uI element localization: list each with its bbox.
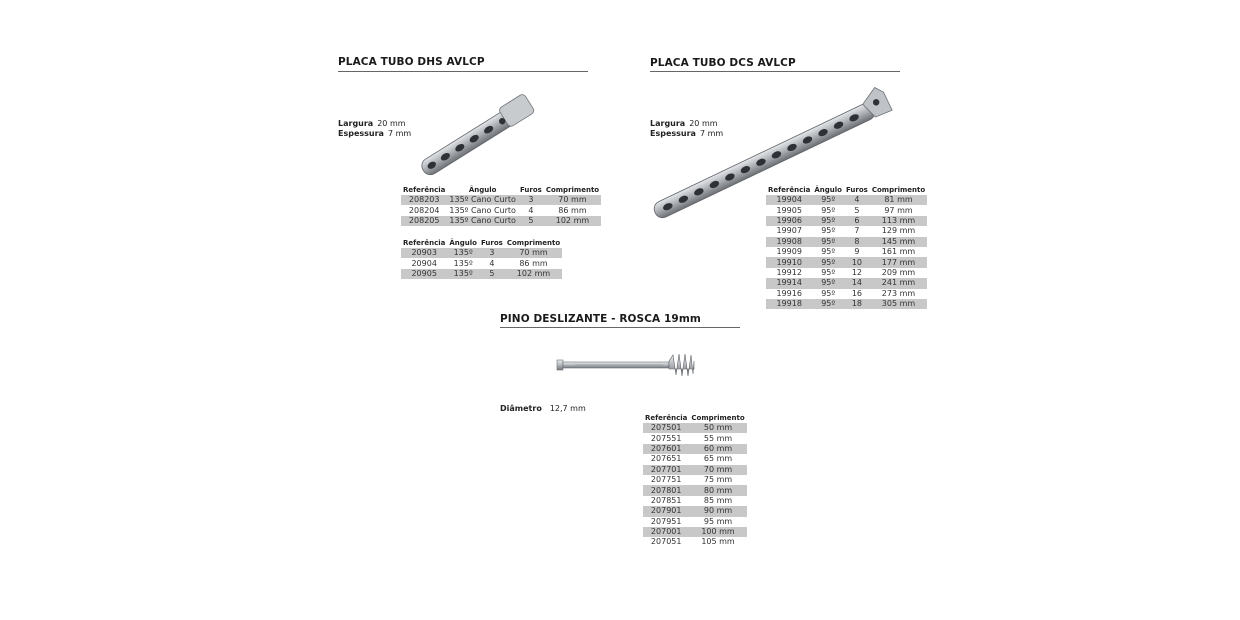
- cell: 105 mm: [701, 537, 735, 547]
- cell: 273 mm: [881, 288, 916, 298]
- table-row: [766, 268, 927, 278]
- table-row: [766, 278, 927, 288]
- col-header: Referência: [645, 413, 688, 422]
- cell: 10: [844, 257, 870, 267]
- cell: 19905: [776, 205, 802, 215]
- cell: 20904: [411, 258, 437, 268]
- table-header-row: [401, 184, 601, 195]
- cell: 19907: [776, 226, 802, 236]
- cell: 5: [479, 269, 505, 279]
- cell: 86 mm: [558, 205, 587, 215]
- cell: 100 mm: [689, 527, 746, 537]
- cell: 95º: [812, 257, 844, 267]
- table-row: [401, 258, 562, 268]
- cell: 4: [844, 195, 870, 205]
- dhs-espessura-label: Espessura: [338, 129, 384, 138]
- cell: 207051: [650, 537, 682, 547]
- table-row: [643, 444, 747, 454]
- cell: 95 mm: [703, 516, 733, 526]
- table-row: [766, 289, 927, 299]
- cell: 95º: [812, 237, 844, 247]
- cell: 70 mm: [689, 465, 746, 475]
- dhs-plate-image: [415, 100, 550, 180]
- cell: 19910: [766, 257, 812, 267]
- cell: 12: [851, 267, 863, 277]
- cell: 207951: [650, 516, 682, 526]
- cell: 75 mm: [703, 475, 733, 485]
- col-header: Referência: [768, 185, 811, 194]
- cell: 20905: [401, 269, 447, 279]
- cell: 95º: [821, 247, 836, 257]
- dhs-table-1: [401, 184, 601, 226]
- col-header: Furos: [519, 185, 542, 194]
- col-header: Furos: [846, 185, 868, 194]
- cell: 70 mm: [505, 248, 562, 258]
- cell: 6: [844, 216, 870, 226]
- col-header: Ângulo: [814, 185, 842, 194]
- table-row: [401, 205, 601, 215]
- cell: 135º: [447, 269, 479, 279]
- dhs-largura-label: Largura: [338, 119, 374, 128]
- table-row: [643, 506, 747, 516]
- pino-diametro: [500, 404, 586, 414]
- cell: 207901: [643, 506, 689, 516]
- cell: 207501: [643, 423, 689, 433]
- cell: 207851: [650, 495, 682, 505]
- col-header: Comprimento: [871, 185, 926, 194]
- table-row: [401, 195, 601, 205]
- col-header: Ângulo: [468, 185, 497, 194]
- dhs-title-rule: [338, 71, 588, 72]
- cell: 208204: [408, 205, 440, 215]
- dcs-table: [766, 184, 927, 309]
- cell: 135º Cano Curto: [449, 195, 516, 205]
- table-row: [643, 454, 747, 464]
- cell: 135º: [447, 248, 479, 258]
- cell: 129 mm: [881, 226, 916, 236]
- dcs-largura-value: 20 mm: [689, 119, 718, 128]
- cell: 135º Cano Curto: [449, 205, 516, 215]
- dhs-table-2: [401, 237, 562, 279]
- cell: 241 mm: [870, 278, 927, 288]
- pino-diametro-label: Diâmetro: [500, 404, 542, 413]
- col-header: Furos: [481, 238, 503, 247]
- cell: 207651: [650, 454, 682, 464]
- dhs-espessura-value: 7 mm: [387, 129, 412, 138]
- table-row: [643, 496, 747, 506]
- table-row: [643, 423, 747, 433]
- dcs-title: PLACA TUBO DCS AVLCP: [650, 57, 796, 69]
- pino-diametro-value: 12,7 mm: [549, 404, 586, 413]
- table-row: [643, 465, 747, 475]
- col-header: Comprimento: [506, 238, 561, 247]
- table-header-row: [643, 412, 747, 423]
- pino-title: PINO DESLIZANTE - ROSCA 19mm: [500, 313, 701, 325]
- table-row: [766, 205, 927, 215]
- cell: 207001: [643, 527, 689, 537]
- cell: 7: [854, 226, 860, 236]
- cell: 177 mm: [870, 257, 927, 267]
- cell: 55 mm: [703, 433, 733, 443]
- dhs-espessura: [338, 129, 411, 139]
- cell: 5: [854, 205, 860, 215]
- cell: 19914: [766, 278, 812, 288]
- cell: 19909: [776, 247, 802, 257]
- cell: 95º: [812, 299, 844, 309]
- dcs-largura-label: Largura: [650, 119, 686, 128]
- pino-table: [643, 412, 747, 548]
- cell: 18: [844, 299, 870, 309]
- table-row: [766, 195, 927, 205]
- cell: 207751: [650, 475, 682, 485]
- table-row: [766, 237, 927, 247]
- cell: 95º: [812, 216, 844, 226]
- table-row: [766, 247, 927, 257]
- col-header: Referência: [403, 238, 446, 247]
- cell: 207701: [643, 465, 689, 475]
- col-header: Comprimento: [691, 413, 745, 422]
- cell: 95º: [821, 226, 836, 236]
- cell: 9: [854, 247, 860, 257]
- table-row: [643, 517, 747, 527]
- cell: 19904: [766, 195, 812, 205]
- cell: 90 mm: [689, 506, 746, 516]
- dhs-largura: [338, 119, 406, 129]
- cell: 3: [518, 195, 544, 205]
- table-row: [643, 433, 747, 443]
- cell: 5: [518, 216, 544, 226]
- dcs-espessura-label: Espessura: [650, 129, 696, 138]
- cell: 19916: [776, 288, 802, 298]
- table-row: [643, 475, 747, 485]
- cell: 207601: [643, 444, 689, 454]
- cell: 70 mm: [544, 195, 601, 205]
- cell: 95º: [821, 288, 836, 298]
- cell: 4: [528, 205, 534, 215]
- cell: 95º: [821, 267, 836, 277]
- cell: 102 mm: [544, 216, 601, 226]
- cell: 81 mm: [870, 195, 927, 205]
- cell: 161 mm: [881, 247, 916, 257]
- col-header: Comprimento: [545, 185, 600, 194]
- cell: 135º Cano Curto: [449, 215, 516, 225]
- cell: 95º: [821, 205, 836, 215]
- cell: 50 mm: [689, 423, 746, 433]
- cell: 95º: [812, 195, 844, 205]
- dcs-espessura-value: 7 mm: [699, 129, 724, 138]
- cell: 145 mm: [870, 237, 927, 247]
- table-row: [643, 527, 747, 537]
- col-header: Ângulo: [449, 238, 477, 247]
- cell: 86 mm: [519, 258, 548, 268]
- dhs-title: PLACA TUBO DHS AVLCP: [338, 56, 485, 68]
- table-header-row: [401, 237, 562, 248]
- cell: 4: [489, 258, 495, 268]
- cell: 19908: [766, 237, 812, 247]
- table-row: [766, 226, 927, 236]
- cell: 3: [479, 248, 505, 258]
- table-row: [401, 269, 562, 279]
- cell: 16: [851, 288, 863, 298]
- cell: 209 mm: [881, 267, 916, 277]
- cell: 19906: [766, 216, 812, 226]
- table-row: [401, 216, 601, 226]
- table-row: [766, 299, 927, 309]
- cell: 85 mm: [703, 495, 733, 505]
- cell: 208203: [401, 195, 447, 205]
- cell: 14: [844, 278, 870, 288]
- cell: 102 mm: [505, 269, 562, 279]
- cell: 60 mm: [689, 444, 746, 454]
- cell: 65 mm: [703, 454, 733, 464]
- table-row: [766, 216, 927, 226]
- pino-title-rule: [500, 327, 740, 328]
- cell: 97 mm: [884, 205, 913, 215]
- dhs-largura-value: 20 mm: [377, 119, 406, 128]
- table-row: [766, 257, 927, 267]
- cell: 8: [844, 237, 870, 247]
- cell: 305 mm: [870, 299, 927, 309]
- table-row: [643, 537, 747, 547]
- cell: 113 mm: [870, 216, 927, 226]
- table-row: [643, 485, 747, 495]
- col-header: Referência: [403, 185, 446, 194]
- cell: 95º: [812, 278, 844, 288]
- cell: 80 mm: [689, 485, 746, 495]
- table-row: [401, 248, 562, 258]
- cell: 207801: [643, 485, 689, 495]
- table-header-row: [766, 184, 927, 195]
- dcs-title-rule: [650, 71, 900, 72]
- cell: 19918: [766, 299, 812, 309]
- cell: 208205: [401, 216, 447, 226]
- cell: 135º: [453, 258, 473, 268]
- cell: 20903: [401, 248, 447, 258]
- cell: 19912: [776, 267, 802, 277]
- sliding-screw-image: [555, 352, 697, 378]
- cell: 207551: [650, 433, 682, 443]
